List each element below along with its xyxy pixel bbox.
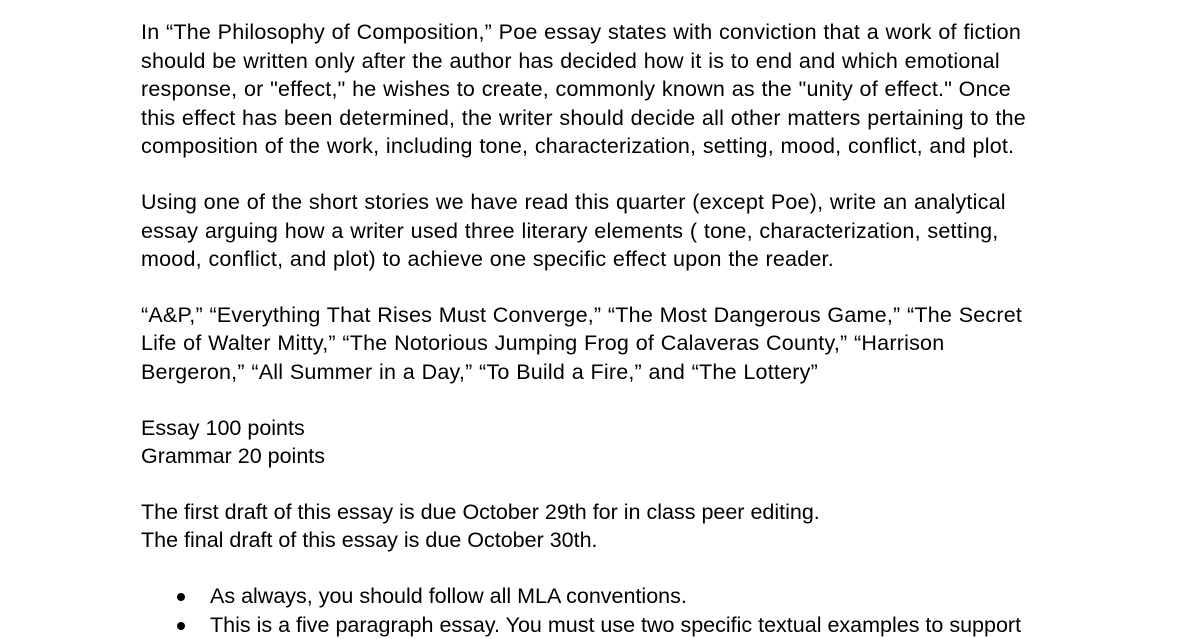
bullet-dot-icon (177, 593, 185, 601)
paragraph-philosophy-of-composition: In “The Philosophy of Composition,” Poe essay states with conviction that a work of fiction should be written only after the author has decided how it is to end and which emotional response, or "effect," he wishes to create, commonly known as the "unity of effect." Once this effect has been determined, the writer should decide all other matters pertaining to the composition of the work, including tone, characterization, setting, mood, conflict, and plot. (141, 18, 1050, 161)
points-block (141, 414, 1050, 471)
list-item (141, 611, 1050, 639)
paragraph-assignment-prompt: Using one of the short stories we have read this quarter (except Poe), write an analytical essay arguing how a writer used three literary elements ( tone, characterization, setting, mood, conflict, and plot) to achieve one specific effect upon the reader. (141, 188, 1050, 274)
points-essay: Essay 100 points (141, 414, 1050, 443)
paragraph-story-list: “A&P,” “Everything That Rises Must Converge,” “The Most Dangerous Game,” “The Secret Life of Walter Mitty,” “The Notorious Jumping Frog of Calaveras County,” “Harrison Bergeron,” “All Summer in a Day,” “To Build a Fire,” and “The Lottery” (141, 301, 1050, 387)
bullet-dot-icon (177, 622, 185, 630)
points-grammar: Grammar 20 points (141, 442, 1050, 471)
list-item-label: This is a five paragraph essay. You must use two specific textual examples to support (210, 613, 1021, 637)
due-dates-block (141, 498, 1050, 555)
due-date-first-draft: The first draft of this essay is due October 29th for in class peer editing. (141, 498, 1050, 527)
list-item-label: As always, you should follow all MLA conventions. (210, 584, 687, 608)
due-date-final-draft: The final draft of this essay is due October 30th. (141, 526, 1050, 555)
list-item (141, 582, 1050, 611)
requirements-list (141, 582, 1050, 639)
